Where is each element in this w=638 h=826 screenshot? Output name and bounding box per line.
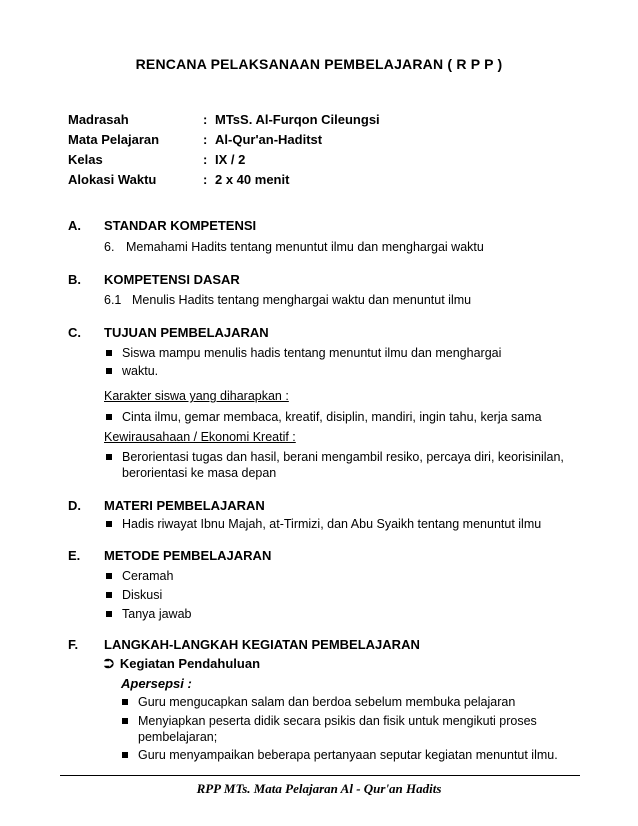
info-block: [68, 110, 380, 190]
list-item-text: Siswa mampu menulis hadis tentang menuntut ilmu dan menghargai: [122, 346, 502, 360]
section-heading: KOMPETENSI DASAR: [104, 272, 240, 287]
bullet-square-icon: [106, 592, 112, 598]
apersepsi-label: Apersepsi :: [121, 676, 192, 691]
list-item-text: Ceramah: [122, 569, 174, 583]
section-letter: A.: [68, 218, 81, 233]
list-item-text: Guru menyampaikan beberapa pertanyaan seputar kegiatan menuntut ilmu.: [138, 748, 558, 762]
section-heading: METODE PEMBELAJARAN: [104, 548, 272, 563]
bullet-square-icon: [106, 573, 112, 579]
alokasi-value: 2 x 40 menit: [215, 172, 290, 187]
colon: :: [203, 172, 208, 187]
list-item: [122, 714, 537, 728]
page-footer: RPP MTs. Mata Pelajaran Al - Qur'an Hadits: [196, 781, 442, 796]
bullet-square-icon: [122, 752, 128, 758]
karakter-label: Karakter siswa yang diharapkan :: [104, 389, 289, 403]
colon: :: [203, 132, 208, 147]
section-letter: B.: [68, 272, 81, 287]
section-heading: TUJUAN PEMBELAJARAN: [104, 325, 269, 340]
list-item-text: waktu.: [122, 364, 159, 378]
section-heading: MATERI PEMBELAJARAN: [104, 498, 265, 513]
bullet-square-icon: [106, 414, 112, 420]
section-heading: STANDAR KOMPETENSI: [104, 218, 257, 233]
document-title: RENCANA PELAKSANAAN PEMBELAJARAN ( R P P ): [135, 56, 503, 72]
list-item-text: Menyiapkan peserta didik secara psikis dan fisik untuk mengikuti proses: [138, 714, 537, 728]
list-item-text: Hadis riwayat Ibnu Majah, at-Tirmizi, dan Abu Syaikh tentang menuntut ilmu: [122, 517, 542, 531]
colon: :: [203, 152, 208, 167]
section-letter: E.: [68, 548, 81, 563]
bullet-square-icon: [106, 611, 112, 617]
item-text: Menulis Hadits tentang menghargai waktu dan menuntut ilmu: [132, 293, 472, 307]
info-row-kelas: [68, 150, 380, 170]
list-item: [122, 748, 558, 762]
footer-divider: [60, 775, 580, 776]
section-letter: C.: [68, 325, 81, 340]
list-item: [106, 569, 173, 583]
mapel-label: Mata Pelajaran: [68, 132, 160, 147]
alokasi-label: Alokasi Waktu: [68, 172, 157, 187]
list-item-text: Diskusi: [122, 588, 163, 602]
list-item: [106, 607, 192, 621]
list-item-text: Berorientasi tugas dan hasil, berani mengambil resiko, percaya diri, keorisinilan,: [122, 450, 564, 464]
list-item: [122, 695, 515, 709]
mapel-value: Al-Qur'an-Haditst: [215, 132, 323, 147]
list-item: [106, 410, 542, 424]
item-text: Memahami Hadits tentang menuntut ilmu dan menghargai waktu: [126, 240, 484, 254]
madrasah-value: MTsS. Al-Furqon Cileungsi: [215, 112, 380, 127]
list-item-continuation: pembelajaran;: [138, 730, 218, 744]
list-item-text: Guru mengucapkan salam dan berdoa sebelum membuka pelajaran: [138, 695, 516, 709]
bullet-square-icon: [106, 521, 112, 527]
arrow-right-icon: ⮊: [104, 656, 114, 671]
kelas-label: Kelas: [68, 152, 103, 167]
bullet-square-icon: [106, 350, 112, 356]
section-heading: LANGKAH-LANGKAH KEGIATAN PEMBELAJARAN: [104, 637, 420, 652]
bullet-square-icon: [122, 718, 128, 724]
info-row-mapel: [68, 130, 380, 150]
madrasah-label: Madrasah: [68, 112, 129, 127]
section-letter: F.: [68, 637, 79, 652]
standar-kompetensi-item: [104, 240, 484, 254]
colon: :: [203, 112, 208, 127]
list-item: [106, 364, 158, 378]
kelas-value: IX / 2: [215, 152, 246, 167]
item-number: 6.1: [104, 293, 122, 307]
list-item-text: Cinta ilmu, gemar membaca, kreatif, disiplin, mandiri, ingin tahu, kerja sama: [122, 410, 542, 424]
sub-heading: Kegiatan Pendahuluan: [119, 656, 261, 671]
section-letter: D.: [68, 498, 81, 513]
kegiatan-pendahuluan: [104, 656, 260, 672]
item-number: 6.: [104, 240, 115, 254]
bullet-square-icon: [106, 454, 112, 460]
list-item: [106, 450, 580, 464]
list-item-continuation: berorientasi ke masa depan: [122, 466, 277, 480]
info-row-madrasah: [68, 110, 380, 130]
kewirausahaan-label: Kewirausahaan / Ekonomi Kreatif :: [104, 430, 296, 444]
info-row-alokasi: [68, 170, 380, 190]
bullet-square-icon: [106, 368, 112, 374]
kompetensi-dasar-item: [104, 293, 471, 307]
list-item: [106, 588, 162, 602]
list-item: [106, 517, 541, 531]
list-item: [106, 346, 501, 360]
list-item-text: Tanya jawab: [122, 607, 192, 621]
bullet-square-icon: [122, 699, 128, 705]
